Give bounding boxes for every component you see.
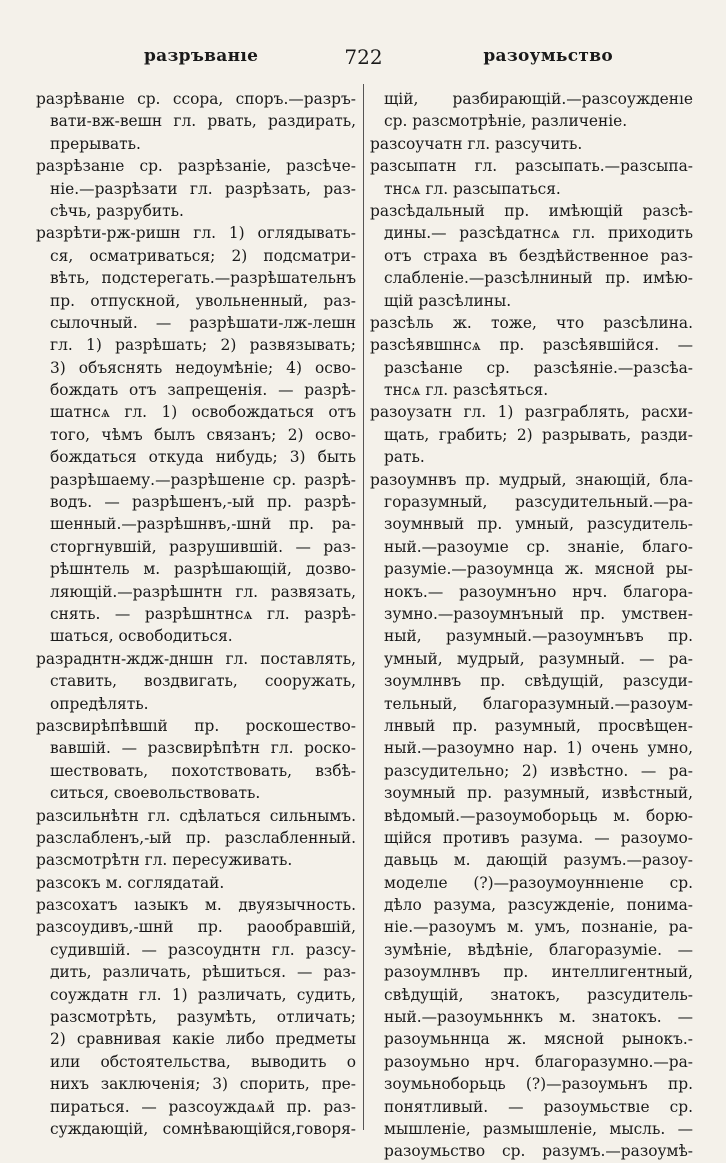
text-line: суждающій, сомнѣвающійся,говоря- [50, 1119, 356, 1138]
text-line: шествовать, похотствовать, взбѣ- [50, 761, 356, 780]
text-line: пираться. — разсоуждаѧй пр. раз- [50, 1097, 356, 1116]
text-line: разсѣль ж. тоже, что разсѣлина. [370, 313, 693, 332]
text-line: понятливый. — разоумьствıе ср. [384, 1097, 693, 1116]
text-line: соуждатн гл. 1) различать, судить, [50, 985, 356, 1004]
text-line: сылочный. — разрѣшати-лж-лешн [50, 313, 356, 332]
text-line: снять. — разрѣшнтнсѧ гл. разрѣ- [50, 604, 356, 623]
text-line: ный.—разоумно нар. 1) очень умно, [384, 739, 693, 758]
text-line: ляющій.—разрѣшнтн гл. развязать, [50, 582, 356, 601]
text-line: вати-вж-вешн гл. рвать, раздирать, [50, 112, 356, 131]
page-header [36, 46, 691, 76]
text-line: разуміе.—разоумнца ж. мясной ры- [384, 560, 693, 579]
text-line: ситься, своевольствовать. [50, 784, 261, 803]
text-line: разоумьно нрч. благоразумно.—ра- [384, 1052, 693, 1071]
text-line: горазумный, разсудительный.—ра- [384, 493, 693, 512]
text-line: тельный, благоразумный.—разоум- [384, 694, 693, 713]
left-running-head: разръванıе [144, 46, 259, 66]
text-line: мышленіе, размышленіе, мысль. — [384, 1119, 693, 1138]
text-line: ный.—разоумıе ср. знаніе, благо- [384, 537, 693, 556]
text-line: дины.— разсѣдатнсѧ гл. приходить [384, 224, 693, 243]
text-line: тнсѧ гл. разсѣяться. [384, 381, 549, 400]
text-line: лнвый пр. разумный, просвѣщен- [384, 716, 693, 735]
text-line: вѣть, подстерегать.—разрѣшательнъ [50, 269, 356, 288]
text-line: шаться, освободиться. [50, 627, 233, 646]
text-line: щійся противъ разума. — разоумо- [384, 828, 693, 847]
text-line: ніе.—разоумъ м. умъ, познаніе, ра- [384, 918, 693, 937]
text-line: разсѣдальный пр. имѣющій разсѣ- [370, 201, 693, 220]
text-line: щать, грабить; 2) разрывать, разди- [384, 425, 693, 444]
text-line: ный, разумный.—разоумнъвъ пр. [384, 627, 693, 646]
text-line: зумно.—разоумнъный пр. умствен- [384, 604, 693, 623]
text-line: разоузатн гл. 1) разграблять, расхи- [370, 403, 693, 422]
text-line: разсокъ м. соглядатай. [36, 873, 225, 892]
text-line: сторгнувшій, разрушившій. — раз- [50, 537, 356, 556]
text-line: свѣдущій, знатокъ, разсудитель- [384, 985, 693, 1004]
text-line: ся, осматриваться; 2) подсматри- [50, 246, 356, 265]
text-line: разоумьство ср. разумъ.—разоумѣ- [384, 1142, 693, 1161]
text-line: вавшій. — разсвирѣпѣтн гл. роско- [50, 739, 356, 758]
text-line: ставить, воздвигать, сооружать, [50, 672, 356, 691]
text-line: судившій. — разсоуднтн гл. разсу- [50, 940, 356, 959]
text-line: давьць м. дающій разумъ.—разоу- [384, 851, 693, 870]
text-line: опредѣлять. [50, 694, 149, 713]
left-column [36, 88, 356, 1140]
text-line: разоумлнвъ пр. интеллигентный, [384, 963, 693, 982]
text-line: или обстоятельства, выводить о [50, 1052, 356, 1071]
text-line: ср. разсмотрѣніе, различеніе. [384, 112, 628, 131]
text-line: разоумнвъ пр. мудрый, знающій, бла- [370, 470, 693, 489]
text-line: зумѣніе, вѣдѣніе, благоразуміе. — [384, 940, 693, 959]
text-line: рѣшнтель м. разрѣшающій, дозво- [50, 560, 356, 579]
text-line: разсудительно; 2) извѣстно. — ра- [384, 761, 693, 780]
text-line: дить, различать, рѣшиться. — раз- [50, 963, 356, 982]
text-line: нокъ.— разоумнъно нрч. благора- [384, 582, 693, 601]
text-line: разсоучатн гл. разсучить. [370, 134, 583, 153]
text-line: разрѣти-рж-ришн гл. 1) оглядывать- [36, 224, 356, 243]
right-running-head: разоумьство [483, 46, 613, 66]
right-column [370, 88, 693, 1163]
text-line: щій разсѣлины. [384, 291, 512, 310]
text-line: бождать отъ запрещенія. — разрѣ- [50, 381, 356, 400]
text-line: ніе.—разрѣзати гл. разрѣзать, раз- [50, 179, 356, 198]
text-line: рать. [384, 448, 425, 467]
text-line: вѣдомый.—разоумоборьць м. борю- [384, 806, 693, 825]
text-line: того, чѣмъ былъ связанъ; 2) осво- [50, 425, 356, 444]
text-line: умный, мудрый, разумный. — ра- [384, 649, 693, 668]
text-line: разсмотрѣть, разумѣть, отличать; [50, 1008, 356, 1027]
text-line: разсоудивъ,-шнй пр. раообравшій, [36, 918, 356, 937]
text-line: дѣло разума, разсужденіе, понима- [384, 896, 693, 915]
text-line: разсвирѣпѣвшıй пр. роскошество- [36, 716, 356, 735]
page-number: 722 [344, 45, 383, 69]
text-line: шенный.—разрѣшнвъ,-шнй пр. ра- [50, 515, 356, 534]
text-line: 2) сравнивая какіе либо предметы [50, 1030, 356, 1049]
text-line: сѣчь, разрубить. [50, 201, 184, 220]
text-line: моделıе (?)—разоумоуннıенıе ср. [384, 873, 693, 892]
text-line: 3) объяснять недоумѣніе; 4) осво- [50, 358, 356, 377]
text-line: разслабленъ,-ый пр. разслабленный. [36, 828, 356, 847]
text-line: отъ страха въ бездѣйственное раз- [384, 246, 693, 265]
text-line: разсильнѣтн гл. сдѣлаться сильнымъ. [36, 806, 356, 825]
text-line: слабленіе.—разсѣлниный пр. имѣю- [384, 269, 693, 288]
text-line: пр. отпускной, увольненный, раз- [50, 291, 356, 310]
text-line: разраднтн-ждж-дншн гл. поставлять, [36, 649, 356, 668]
text-line: водъ. — разрѣшенъ,-ый пр. разрѣ- [50, 493, 356, 512]
text-line: разрѣзанıе ср. разрѣзаніе, разсѣче- [36, 157, 356, 176]
text-line: разсѣанıе ср. разсѣяніе.—разсѣа- [384, 358, 693, 377]
text-line: разсѣявшıнсѧ пр. разсѣявшійся. — [370, 336, 693, 355]
text-line: тнсѧ гл. разсыпаться. [384, 179, 561, 198]
text-line: ный.—разоумьннкъ м. знатокъ. — [384, 1008, 693, 1027]
column-divider [363, 84, 364, 1130]
text-line: бождаться откуда нибудь; 3) быть [50, 448, 356, 467]
text-line: зоумный пр. разумный, извѣстный, [384, 784, 693, 803]
text-line: разсыпатн гл. разсыпать.—разсыпа- [370, 157, 693, 176]
text-line: зоумлнвъ пр. свѣдущій, разсуди- [384, 672, 693, 691]
text-line: разоумьннца ж. мясной рынокъ.- [384, 1030, 693, 1049]
text-line: нихъ заключенія; 3) спорить, пре- [50, 1075, 356, 1094]
text-line: зоумнвый пр. умный, разсудитель- [384, 515, 693, 534]
text-line: гл. 1) разрѣшать; 2) развязывать; [50, 336, 356, 355]
text-line: разрѣванıе ср. ссора, споръ.—разръ- [36, 90, 356, 108]
text-line: зоумьноборьць (?)—разоумьнъ пр. [384, 1075, 693, 1094]
text-line: разрѣшаему.—разрѣшенıе ср. разрѣ- [50, 470, 356, 489]
text-line: шатнсѧ гл. 1) освобождаться отъ [50, 403, 356, 422]
text-line: щій, разбирающій.—разсоужденıе [384, 90, 693, 108]
text-line: прерывать. [50, 134, 141, 153]
text-line: разсмотрѣтн гл. пересуживать. [36, 851, 293, 870]
text-line: разсохатъ ıазыкъ м. двуязычность. [36, 896, 356, 915]
